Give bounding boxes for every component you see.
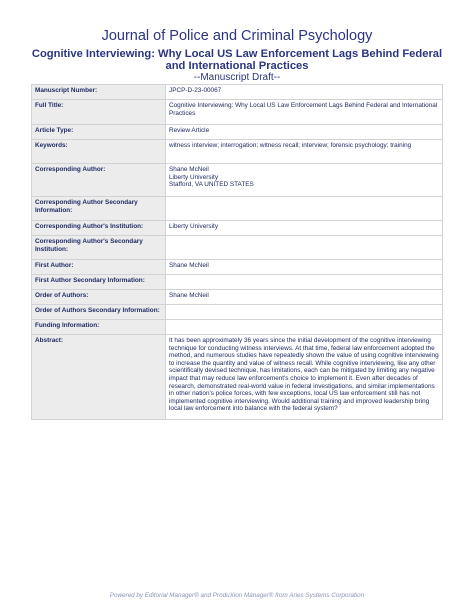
table-row bbox=[32, 290, 443, 305]
field-label: Corresponding Author's Institution: bbox=[32, 221, 166, 236]
table-row bbox=[32, 197, 443, 221]
table-row bbox=[32, 221, 443, 236]
field-value: JPCP-D-23-00067 bbox=[166, 85, 443, 100]
abstract-text: It has been approximately 36 years since the initial development of the cognitive interviewing technique for conducting witness interviews. At that time, federal law enforcement adopted the method, and numerous studies have repeatedly shown the value of using cognitive interviewing to increase the quantity and value of witness recall. While cognitive interviewing, like any other scientifically devised technique, has limitations, each can be mitigated by limiting any negative impact that may reduce law enforcement's choice to implement it. Even after decades of research, demonstrated real-world value in federal investigations, and similar implementations in other nation's police forces, with few exceptions, local US law enforcement still has not implemented cognitive interviewing. Would additional training and improved leadership bring local law enforcement into balance with the federal system? bbox=[166, 335, 443, 420]
field-value bbox=[166, 275, 443, 290]
field-label: Keywords: bbox=[32, 140, 166, 164]
field-value: Review Article bbox=[166, 125, 443, 140]
field-value: Shane McNeil bbox=[166, 260, 443, 275]
field-value bbox=[166, 320, 443, 335]
field-value: Shane McNeil Liberty University Stafford, VA UNITED STATES bbox=[166, 164, 443, 197]
footer-credit: Powered by Editorial Manager® and ProduXion Manager® from Aries Systems Corporation bbox=[109, 592, 365, 599]
table-row bbox=[32, 260, 443, 275]
field-label: Corresponding Author Secondary Information: bbox=[32, 197, 166, 221]
table-row bbox=[32, 140, 443, 164]
document-header bbox=[0, 28, 474, 83]
field-value bbox=[166, 305, 443, 320]
field-value bbox=[166, 197, 443, 221]
table-row bbox=[32, 236, 443, 260]
paper-title: Cognitive Interviewing: Why Local US Law Enforcement Lags Behind Federal and International Practices bbox=[31, 48, 443, 72]
field-label: Article Type: bbox=[32, 125, 166, 140]
field-value: witness interview; interrogation; witness recall; interview; forensic psychology; training bbox=[166, 140, 443, 164]
table-row bbox=[32, 335, 443, 420]
field-value: Shane McNeil bbox=[166, 290, 443, 305]
table-row bbox=[32, 164, 443, 197]
field-label: Manuscript Number: bbox=[32, 85, 166, 100]
field-label: Abstract: bbox=[32, 335, 166, 420]
draft-label: --Manuscript Draft-- bbox=[193, 72, 281, 83]
field-value: Liberty University bbox=[166, 221, 443, 236]
field-label: Corresponding Author's Secondary Institution: bbox=[32, 236, 166, 260]
field-label: Funding Information: bbox=[32, 320, 166, 335]
table-row bbox=[32, 275, 443, 290]
field-label: First Author: bbox=[32, 260, 166, 275]
field-value bbox=[166, 236, 443, 260]
table-row bbox=[32, 100, 443, 125]
field-label: First Author Secondary Information: bbox=[32, 275, 166, 290]
field-label: Order of Authors Secondary Information: bbox=[32, 305, 166, 320]
table-row bbox=[32, 305, 443, 320]
table-row bbox=[32, 85, 443, 100]
table-row bbox=[32, 320, 443, 335]
field-label: Order of Authors: bbox=[32, 290, 166, 305]
field-label: Full Title: bbox=[32, 100, 166, 125]
journal-title: Journal of Police and Criminal Psychology bbox=[101, 28, 373, 44]
field-label: Corresponding Author: bbox=[32, 164, 166, 197]
field-value: Cognitive Interviewing: Why Local US Law Enforcement Lags Behind Federal and International Practices bbox=[166, 100, 443, 125]
manuscript-info-table bbox=[31, 84, 443, 420]
table-row bbox=[32, 125, 443, 140]
